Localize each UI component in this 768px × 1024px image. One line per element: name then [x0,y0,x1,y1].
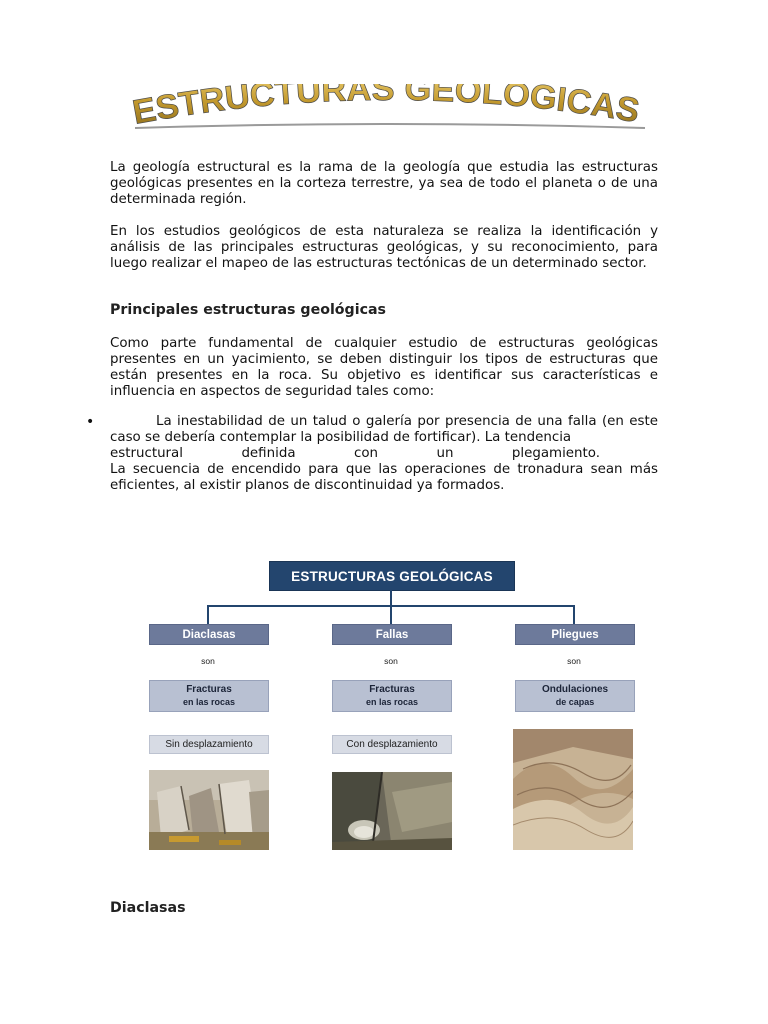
folded-mountain-photo [513,729,633,850]
bullet-line-2: estructural definida con un plegamiento. [110,446,600,461]
section-heading-principal: Principales estructuras geológicas [110,302,387,318]
purpose-paragraph: Como parte fundamental de cualquier estudio de estructuras geológicas presentes en un yacimiento, se deben distinguir los tipos de estructuras que están presentes en la roca. Su objetivo es identificar sus características e influencia en aspectos de seguridad tales como: [110,336,658,399]
bullet-icon: • [86,414,95,430]
section-heading-diaclasas: Diaclasas [110,900,186,916]
son-label: son [384,656,398,666]
desc-pliegues: Ondulaciones de capas [515,680,635,712]
wordart-text: ESTRUCTURAS GEOLÓGICAS [130,84,642,132]
diagram-title: ESTRUCTURAS GEOLÓGICAS [269,561,515,591]
bullet-line-1: La inestabilidad de un talud o galería por presencia de una falla (en este caso se debería contemplar la posibilidad de fortificar). La tendencia [110,414,658,445]
son-label: son [201,656,215,666]
connector-vertical-main [390,590,392,606]
rock-blocks-photo [149,770,269,850]
bullet-line-3: La secuencia de encendido para que las operaciones de tronadura sean más eficientes, al existir planos de discontinuidad ya formados. [110,462,658,493]
category-diaclasas: Diaclasas [149,624,269,645]
fault-tunnel-photo [332,772,452,850]
studies-paragraph: En los estudios geológicos de esta naturaleza se realiza la identificación y análisis de las principales estructuras geológicas, y su reconocimiento, para luego realizar el mapeo de las estructuras tectónicas de un determinado sector. [110,224,658,271]
connector-center [390,605,392,624]
connector-right [573,605,575,624]
intro-paragraph: La geología estructural es la rama de la geología que estudia las estructuras geológicas presentes en la corteza terrestre, ya sea de todo el planeta o de una determinada región. [110,160,658,207]
category-fallas: Fallas [332,624,452,645]
category-pliegues: Pliegues [515,624,635,645]
structures-diagram [148,560,638,855]
desc-diaclasas: Fracturas en las rocas [149,680,269,712]
son-label: son [567,656,581,666]
connector-left [207,605,209,624]
bullet-list-item [110,414,658,494]
disp-fallas: Con desplazamiento [332,735,452,754]
disp-diaclasas: Sin desplazamiento [149,735,269,754]
desc-fallas: Fracturas en las rocas [332,680,452,712]
wordart-title [130,84,650,134]
